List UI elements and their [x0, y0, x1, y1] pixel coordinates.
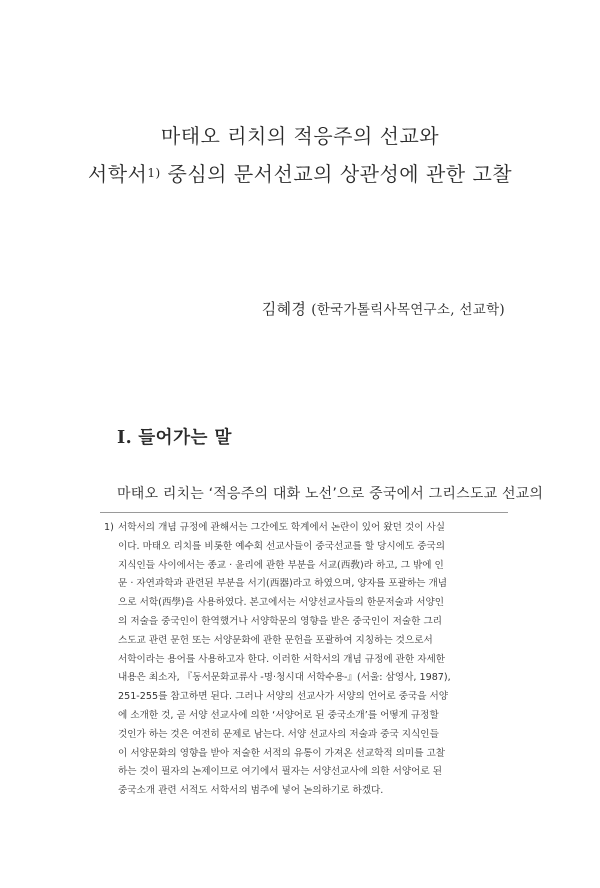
footnote-line-text: 서학서의 개념 규정에 관해서는 그간에도 학계에서 논란이 있어 왔던 것이 사실 [118, 522, 446, 533]
footnote-line: 하는 것이 필자의 논제이므로 여기에서 필자는 서양선교사에 의한 서양어로 된 [118, 766, 443, 778]
footnote-marker: 1) [104, 522, 114, 533]
footnote-line: 스도교 관련 문헌 또는 서양문화에 관한 문헌을 포괄하여 지칭하는 것으로서 [118, 634, 433, 646]
footnote-line: 251-255를 참고하면 된다. 그러나 서양의 선교사가 서양의 언어로 중국을 서양 [118, 691, 449, 703]
author-byline [262, 298, 505, 319]
section-number: I. [117, 428, 133, 448]
footnote-line: 에 소개한 것, 곧 서양 선교사에 의한 ‘서양어로 된 중국소개’를 어떻게 규정할 [118, 709, 439, 721]
footnote-line [104, 519, 506, 538]
footnote-line: 의 저술을 중국인이 한역했거나 서양학문의 영향을 받은 중국인이 저술한 그리 [118, 615, 443, 627]
body-text-line: 마태오 리치는 ‘적응주의 대화 노선’으로 중국에서 그리스도교 선교의 [117, 486, 544, 502]
footnote-ref-1: 1) [147, 166, 161, 180]
author-name: 김혜경 [261, 300, 307, 318]
footnote-line: 것인가 하는 것은 여전히 문제로 남는다. 서양 선교사의 저술과 중국 지식인들 [118, 728, 439, 740]
title-line-1: 마태오 리치의 적응주의 선교와 [160, 124, 440, 148]
footnote [104, 519, 506, 801]
footnote-line: 문 · 자연과학과 관련된 부분을 서기(西器)라고 하였으며, 양자를 포괄하는 개념 [118, 578, 447, 590]
footnote-line: 서학이라는 용어를 사용하고자 한다. 이러한 서학서의 개념 규정에 관한 자세한 [118, 653, 446, 665]
title-line-2-start: 서학서 [87, 162, 148, 186]
footnote-line: 이 서양문화의 영향을 받아 저술한 서적의 유통이 가져온 선교학적 의미를 고찰 [118, 747, 446, 759]
footnote-line: 으로 서학(西學)을 사용하였다. 본고에서는 서양선교사들의 한문저술과 서양인 [118, 597, 445, 609]
author-affiliation: (한국가톨릭사목연구소, 선교학) [311, 302, 505, 318]
title-line-2 [0, 155, 600, 193]
footnote-line: 지식인들 사이에서는 종교 · 윤리에 관한 부분을 서교(西敎)라 하고, 그 밖에 인 [118, 559, 444, 571]
paper-title [0, 118, 600, 193]
footnote-line: 내용은 최소자, 『동서문화교류사 -명·청시대 서학수용-』(서울: 삼영사, 1987), [118, 672, 451, 684]
section-title: 들어가는 말 [138, 428, 232, 448]
title-line-2-rest: 중심의 문서선교의 상관성에 관한 고찰 [160, 162, 513, 186]
footnote-divider [100, 512, 508, 513]
footnote-line: 이다. 마태오 리치를 비롯한 예수회 선교사들이 중국선교를 할 당시에도 중국의 [118, 540, 446, 552]
section-heading [117, 424, 232, 449]
footnote-line: 중국소개 관련 서적도 서학서의 범주에 넣어 논의하기로 하겠다. [118, 785, 384, 797]
